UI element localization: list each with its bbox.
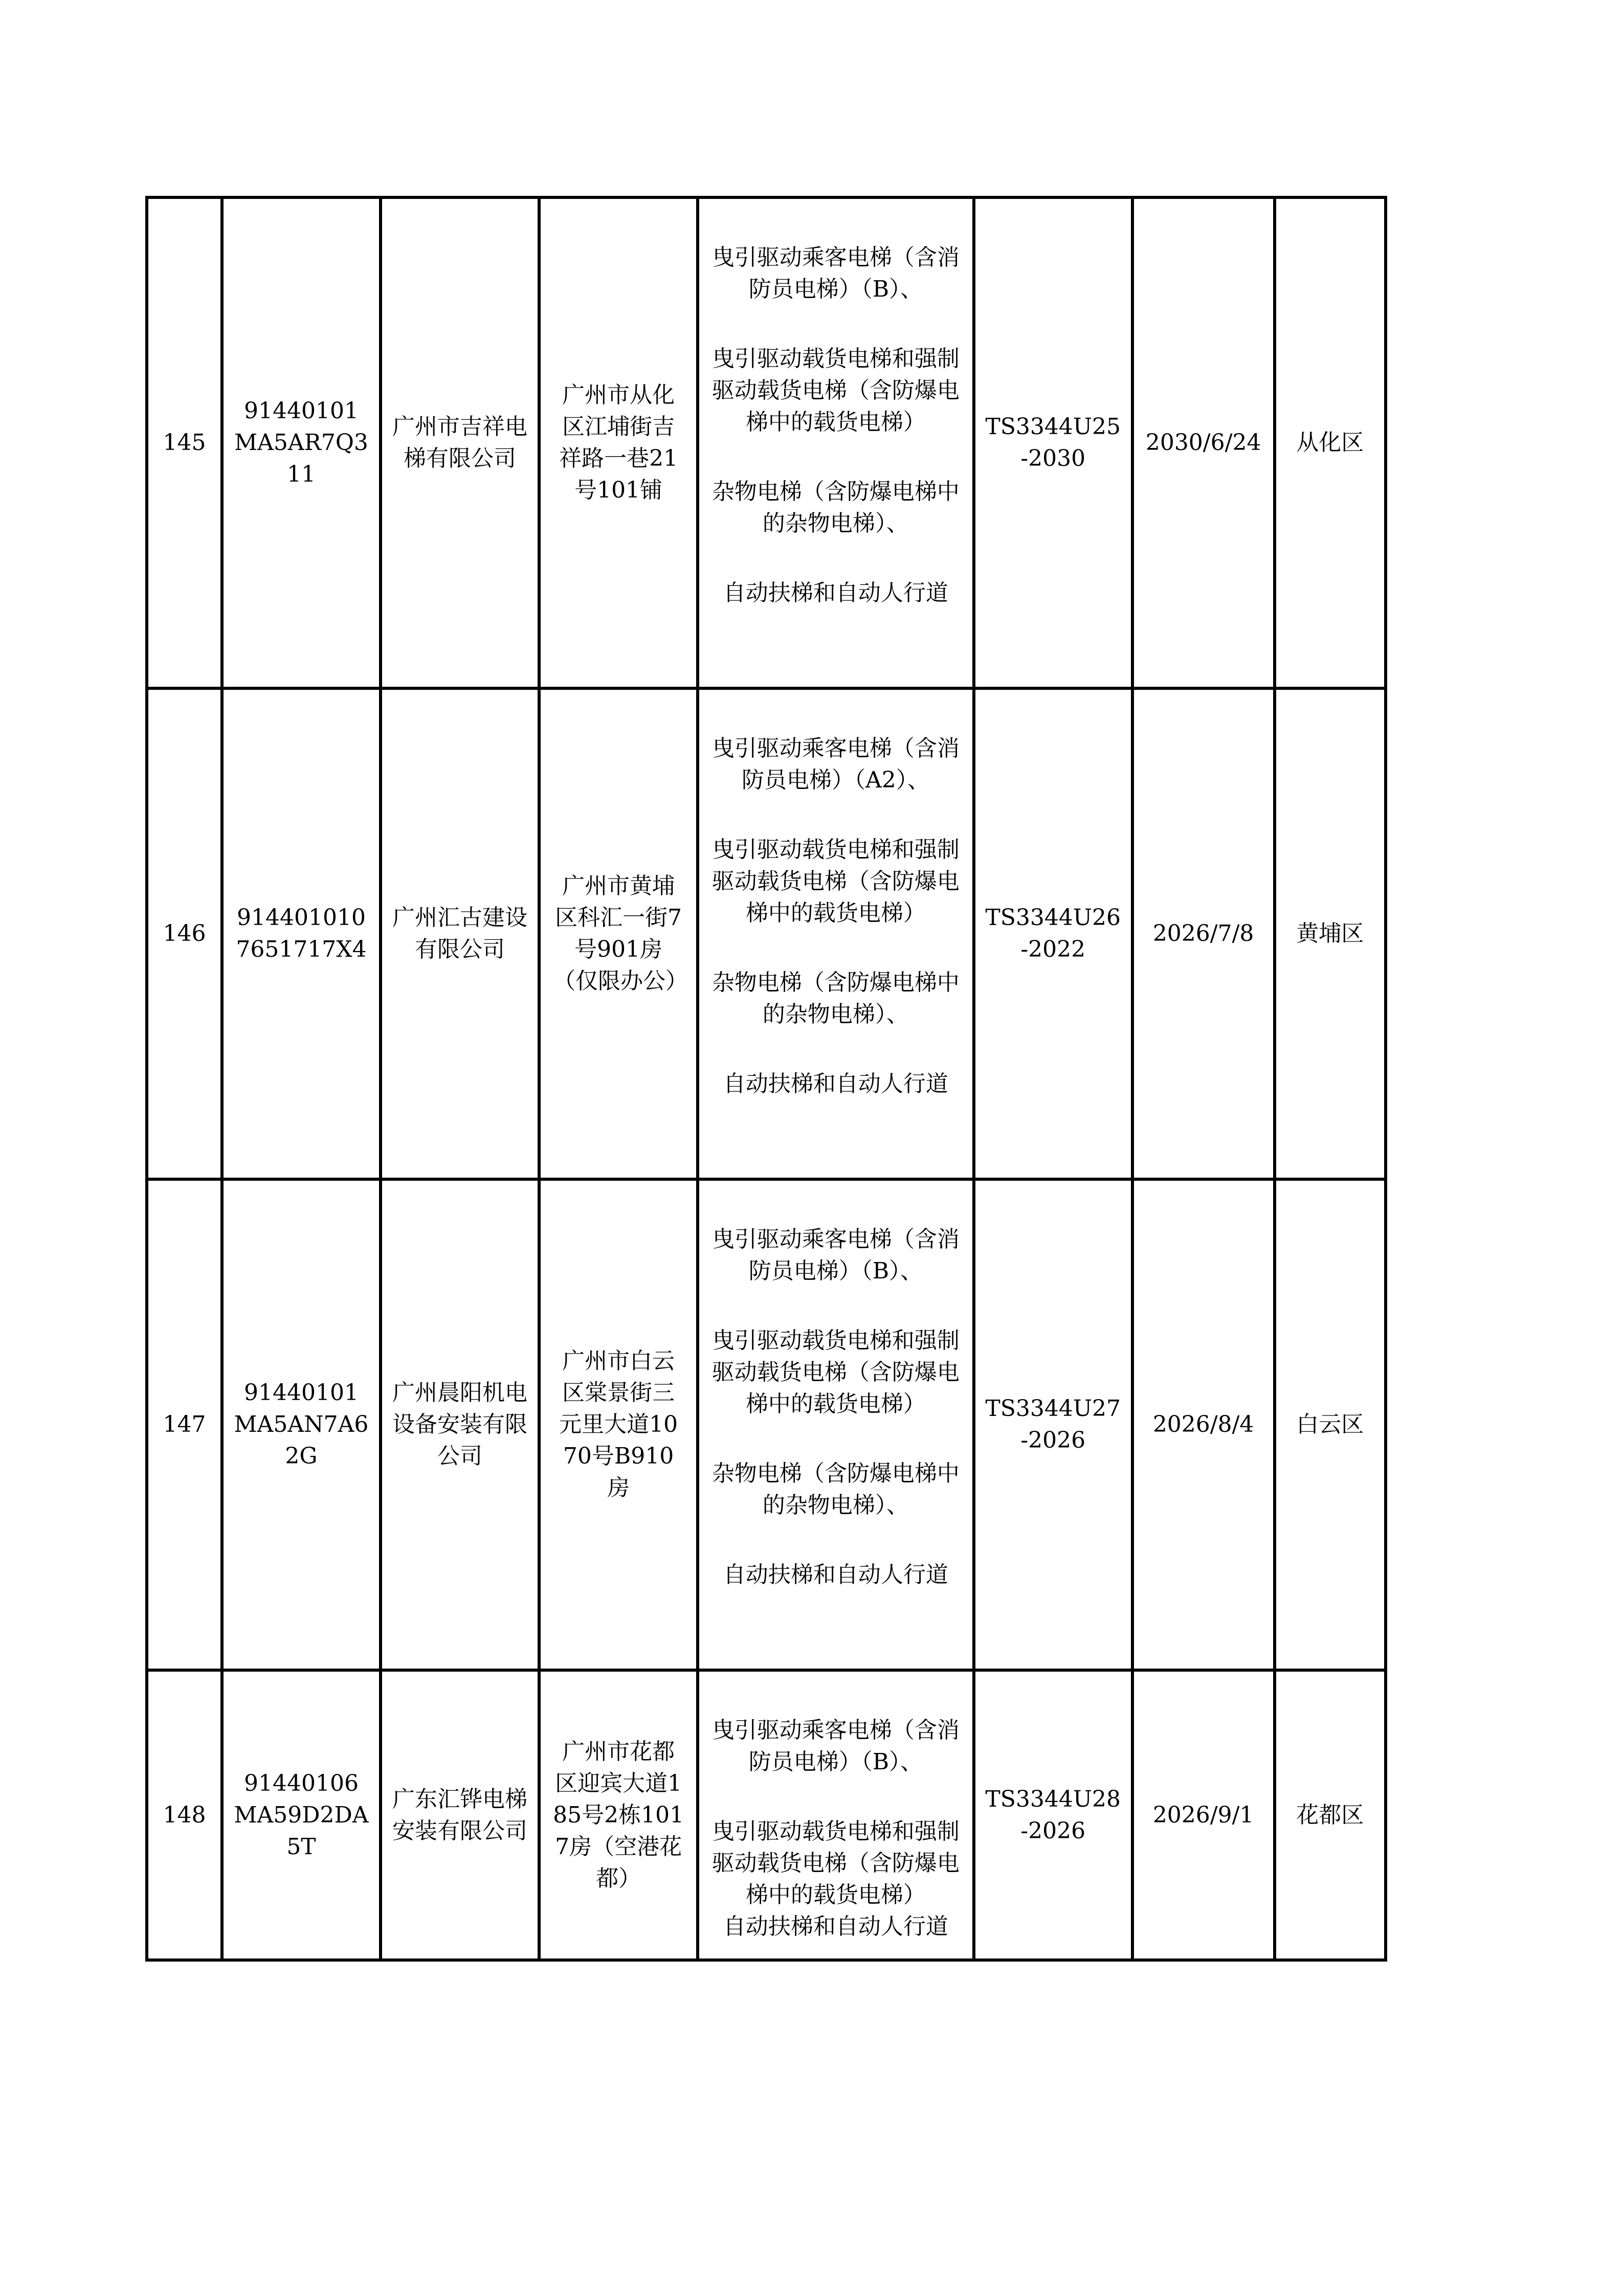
table-row — [147, 1179, 1386, 1670]
scope-cell — [698, 197, 974, 688]
scope-item: 曳引驱动载货电梯和强制驱动载货电梯（含防爆电梯中的载货电梯） — [711, 346, 960, 435]
valid-until-cell: 2026/7/8 — [1132, 688, 1275, 1179]
scope-item: 曳引驱动乘客电梯（含消防员电梯）（B）、 — [711, 1226, 960, 1284]
credit-code-cell: 9144010107651717X4 — [222, 688, 381, 1179]
scope-item: 曳引驱动乘客电梯（含消防员电梯）（B）、 — [711, 244, 960, 302]
scope-item: 曳引驱动载货电梯和强制驱动载货电梯（含防爆电梯中的载货电梯） — [711, 837, 960, 926]
company-name-cell: 广州晨阳机电设备安装有限公司 — [381, 1179, 539, 1670]
scope-cell — [698, 1670, 974, 1960]
address-cell: 广州市从化区江埔街吉祥路一巷21号101铺 — [539, 197, 698, 688]
license-number-cell: TS3344U25-2030 — [974, 197, 1132, 688]
row-number-cell: 147 — [147, 1179, 222, 1670]
district-cell: 白云区 — [1275, 1179, 1386, 1670]
scope-item: 杂物电梯（含防爆电梯中的杂物电梯）、 — [711, 1460, 960, 1518]
credit-code-cell: 91440101MA5AN7A62G — [222, 1179, 381, 1670]
scope-cell — [698, 1179, 974, 1670]
company-name-cell: 广州市吉祥电梯有限公司 — [381, 197, 539, 688]
district-cell: 从化区 — [1275, 197, 1386, 688]
address-cell: 广州市花都区迎宾大道185号2栋1017房（空港花都） — [539, 1670, 698, 1960]
scope-item: 自动扶梯和自动人行道 — [723, 580, 948, 606]
table-row — [147, 197, 1386, 688]
scope-item: 曳引驱动载货电梯和强制驱动载货电梯（含防爆电梯中的载货电梯） — [711, 1327, 960, 1417]
credit-code-cell: 91440106MA59D2DA5T — [222, 1670, 381, 1960]
license-table — [145, 196, 1387, 1962]
address-cell: 广州市黄埔区科汇一街7号901房（仅限办公） — [539, 688, 698, 1179]
credit-code-cell: 91440101MA5AR7Q311 — [222, 197, 381, 688]
district-cell: 花都区 — [1275, 1670, 1386, 1960]
scope-item: 曳引驱动乘客电梯（含消防员电梯）（B）、 — [711, 1717, 960, 1775]
table-row — [147, 688, 1386, 1179]
row-number-cell: 145 — [147, 197, 222, 688]
row-number-cell: 146 — [147, 688, 222, 1179]
license-number-cell: TS3344U28-2026 — [974, 1670, 1132, 1960]
license-number-cell: TS3344U26-2022 — [974, 688, 1132, 1179]
district-cell: 黄埔区 — [1275, 688, 1386, 1179]
scope-cell — [698, 688, 974, 1179]
scope-item: 自动扶梯和自动人行道 — [723, 1071, 948, 1097]
scope-item: 曳引驱动乘客电梯（含消防员电梯）（A2）、 — [711, 735, 960, 793]
scope-item: 杂物电梯（含防爆电梯中的杂物电梯）、 — [711, 970, 960, 1027]
scope-item: 自动扶梯和自动人行道 — [723, 1562, 948, 1588]
scope-item: 曳引驱动载货电梯和强制驱动载货电梯（含防爆电梯中的载货电梯） — [711, 1818, 960, 1908]
valid-until-cell: 2026/9/1 — [1132, 1670, 1275, 1960]
valid-until-cell: 2030/6/24 — [1132, 197, 1275, 688]
row-number-cell: 148 — [147, 1670, 222, 1960]
company-name-cell: 广州汇古建设有限公司 — [381, 688, 539, 1179]
scope-item: 杂物电梯（含防爆电梯中的杂物电梯）、 — [711, 479, 960, 536]
company-name-cell: 广东汇铧电梯安装有限公司 — [381, 1670, 539, 1960]
table-row — [147, 1670, 1386, 1960]
license-number-cell: TS3344U27-2026 — [974, 1179, 1132, 1670]
address-cell: 广州市白云区棠景街三元里大道1070号B910房 — [539, 1179, 698, 1670]
scope-item: 自动扶梯和自动人行道 — [723, 1914, 948, 1940]
valid-until-cell: 2026/8/4 — [1132, 1179, 1275, 1670]
